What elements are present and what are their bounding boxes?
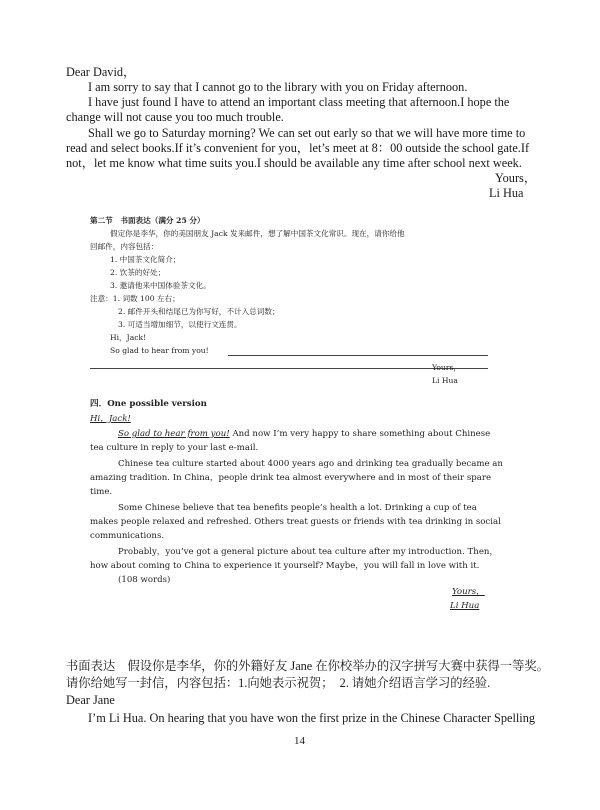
task-note: 注意：1. 词数 100 左右； <box>90 294 180 303</box>
sample-closing: Yours， <box>452 587 485 597</box>
task-line: 2. 邮件开头和结尾已为你写好，不计入总词数； <box>118 307 280 316</box>
sample-line: how about coming to China to experience it yourself? Maybe，you will fall in love with it. <box>90 561 480 571</box>
sample-heading: 四．One possible version <box>90 399 207 409</box>
sample-line: time. <box>90 487 113 497</box>
letter-line: Shall we go to Saturday morning? We can set out early so that we will have more time to <box>88 126 526 140</box>
page-number: 14 <box>294 735 305 747</box>
letter-line: not，let me know what time suits you.I should be available any time after school next week. <box>66 156 522 170</box>
prompt-line: 请你给她写一封信，内容包括：1.向她表示祝贺； 2. 请她介绍语言学习的经验. <box>66 676 491 690</box>
sample-line: Probably，you’ve got a general picture about tea culture after my introduction. Then， <box>118 547 499 557</box>
letter-line: read and select books.If it’s convenient for you，let’s meet at 8：00 outside the school gate.If <box>66 141 530 155</box>
task-line: 假定你是李华，你的美国朋友 Jack 发来邮件，想了解中国茶文化常识。现在，请你给他 <box>110 229 405 238</box>
sample-line: Some Chinese believe that tea benefits people’s health a lot. Drinking a cup of tea <box>118 503 477 513</box>
sample-line: amazing tradition. In China，people drink tea almost everywhere and in most of their spare <box>90 473 492 483</box>
letter-closing: Yours， <box>495 171 537 185</box>
letter-greeting: Dear David， <box>66 65 136 79</box>
letter-line: change will not cause you too much trouble. <box>66 110 284 124</box>
sample-signature: Li Hua <box>450 601 480 611</box>
prompt-line: 书面表达 假设你是李华，你的外籍好友 Jane 在你校举办的汉字拼写大赛中获得一等奖。 <box>66 659 549 673</box>
task-line: 1. 中国茶文化简介； <box>110 255 181 264</box>
task-opening: So glad to hear from you! <box>110 346 209 355</box>
letter-greeting: Dear Jane <box>66 693 115 707</box>
word-count: (108 words) <box>118 575 171 585</box>
letter-line: I am sorry to say that I cannot go to the library with you on Friday afternoon. <box>88 80 468 94</box>
letter-line: I have just found I have to attend an important class meeting that afternoon.I hope the <box>88 95 510 109</box>
answer-rule <box>228 355 488 356</box>
letter-line: I’m Li Hua. On hearing that you have won the first prize in the Chinese Character Spelling <box>88 711 535 725</box>
task-signature: Li Hua <box>432 376 458 385</box>
sample-opening: So glad to hear from you! <box>118 429 230 439</box>
task-line: 3. 邀请他来中国体验茶文化。 <box>110 281 211 290</box>
task-line: 3. 可适当增加细节，以使行文连贯。 <box>118 320 242 329</box>
sample-line: makes people relaxed and refreshed. Others treat guests or friends with tea drinking in social <box>90 517 501 527</box>
sample-line: And now I’m very happy to share something about Chinese <box>232 429 491 439</box>
task-closing: Yours， <box>432 363 461 372</box>
answer-rule <box>90 368 488 369</box>
task-greeting: Hi，Jack! <box>110 333 147 342</box>
task-line: 回邮件，内容包括： <box>90 242 159 251</box>
task-line: 2. 饮茶的好处； <box>110 268 166 277</box>
sample-line: tea culture in reply to your last e-mail. <box>90 443 259 453</box>
task-header: 第二节 书面表达（满分 25 分） <box>90 216 205 225</box>
letter-signature: Li Hua <box>489 186 524 200</box>
sample-line: Chinese tea culture started about 4000 years ago and drinking tea gradually became an <box>118 459 503 469</box>
sample-greeting: Hi，Jack! <box>90 414 131 424</box>
sample-line: communications. <box>90 531 165 541</box>
